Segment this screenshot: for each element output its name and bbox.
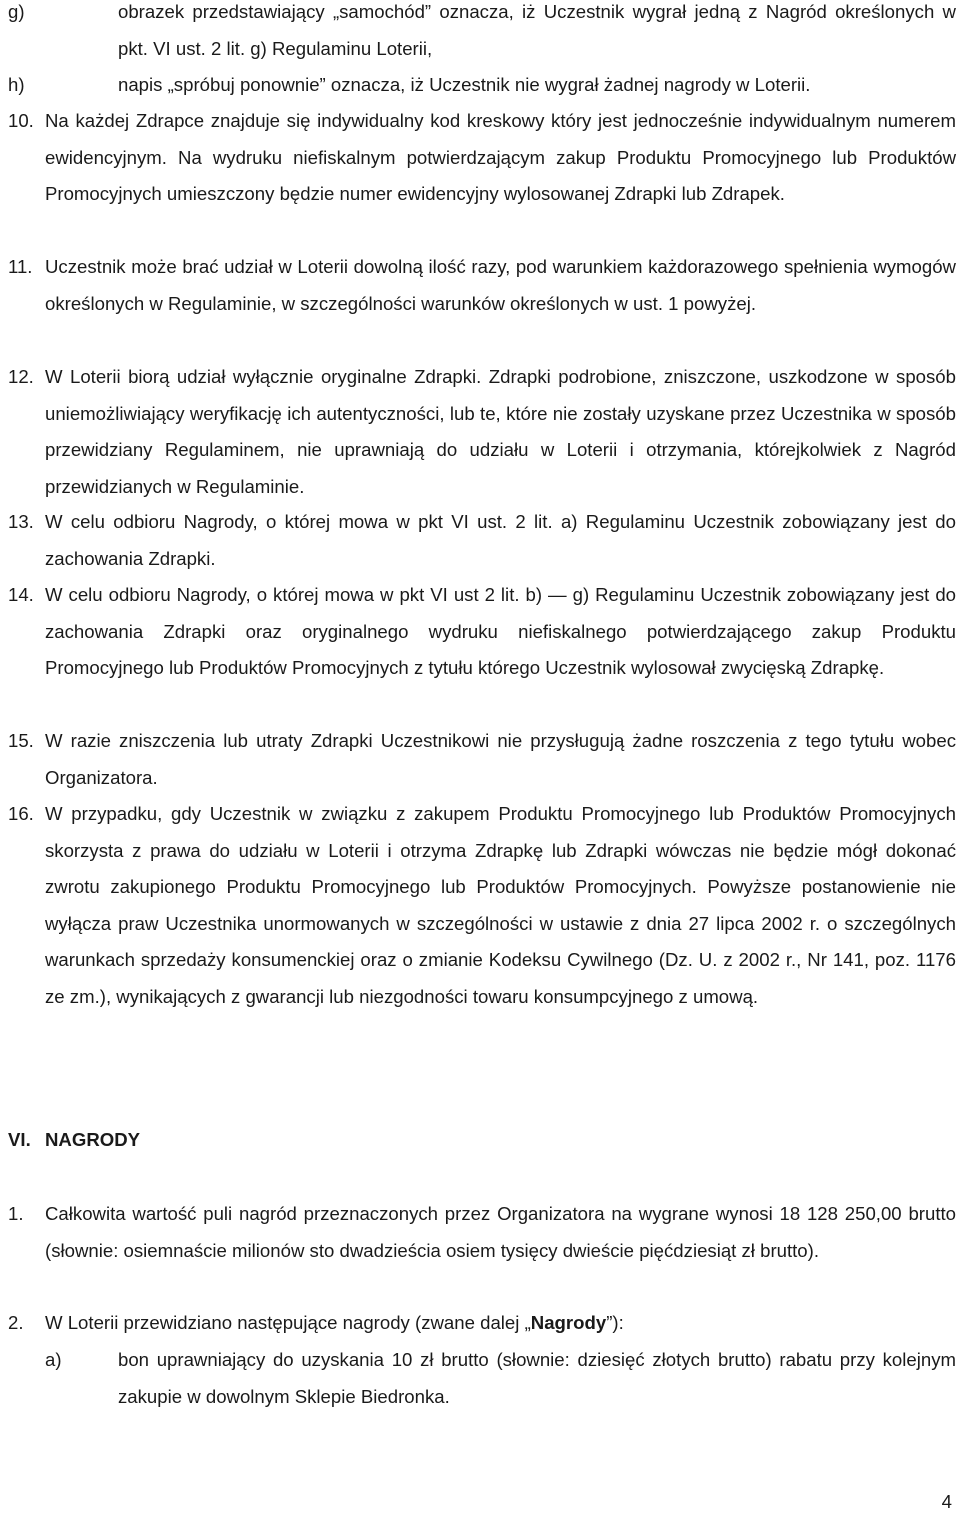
item-number: 1. <box>8 1203 24 1224</box>
item-text-before: W Loterii przewidziano następujące nagrody (zwane dalej „ <box>45 1312 531 1333</box>
item-text: W celu odbioru Nagrody, o której mowa w pkt VI ust 2 lit. b) — g) Regulaminu Uczestnik zobowiązany jest do zachowania Zdrapki oraz oryginalnego wydruku niefiskalnego potwierdzającego zakup Produktu Promocyjnego lub Produktów Promocyjnych z tytułu którego Uczestnik wylosował zwycięską Zdrapkę. <box>45 584 956 679</box>
item-number: 13. <box>8 511 34 532</box>
item-number: g) <box>8 1 25 22</box>
item-text <box>45 1305 956 1342</box>
item-text: obrazek przedstawiający „samochód” oznacza, iż Uczestnik wygrał jedną z Nagród określonych w pkt. VI ust. 2 lit. g) Regulaminu Loterii, <box>118 1 956 59</box>
section-title: NAGRODY <box>45 1129 141 1150</box>
item-text: Na każdej Zdrapce znajduje się indywidualny kod kreskowy który jest jednocześnie indywidualnym numerem ewidencyjnym. Na wydruku niefiskalnym potwierdzającym zakup Produktu Promocyjnego lub Produktów Promocyjnych umieszczony będzie numer ewidencyjny wylosowanej Zdrapki lub Zdrapek. <box>45 110 956 205</box>
item-text: W przypadku, gdy Uczestnik w związku z zakupem Produktu Promocyjnego lub Produktów Promocyjnych skorzysta z prawa do udziału w Loterii i otrzyma Zdrapkę lub Zdrapki wówczas nie będzie mógł dokonać zwrotu zakupionego Produktu Promocyjnego lub Produktów Promocyjnych. Powyższe postanowienie nie wyłącza praw Uczestnika unormowanych w szczególności w ustawie z dnia 27 lipca 2002 r. o szczególnych warunkach sprzedaży konsumenckiej oraz o zmianie Kodeksu Cywilnego (Dz. U. z 2002 r., Nr 141, poz. 1176 ze zm.), wynikających z gwarancji lub niezgodności towaru konsumpcyjnego z umową. <box>45 803 956 1007</box>
item-text: W celu odbioru Nagrody, o której mowa w pkt VI ust. 2 lit. a) Regulaminu Uczestnik zobowiązany jest do zachowania Zdrapki. <box>45 511 956 569</box>
section-heading <box>8 1125 140 1155</box>
item-text-after: ”): <box>606 1312 624 1333</box>
item-number: h) <box>8 74 25 95</box>
list-item-12 <box>0 359 960 505</box>
item-text: W Loterii biorą udział wyłącznie oryginalne Zdrapki. Zdrapki podrobione, zniszczone, uszkodzone w sposób uniemożliwiający weryfikację ich autentyczności, lub te, które nie zostały uzyskane przez Uczestnika w sposób przewidziany Regulaminem, nie uprawniają do udziału w Loterii i otrzymania, którejkolwiek z Nagród przewidzianych w Regulaminie. <box>45 366 956 497</box>
list-item-10 <box>0 103 960 213</box>
item-text: Całkowita wartość puli nagród przeznaczonych przez Organizatora na wygrane wynosi 18 128 250,00 brutto (słownie: osiemnaście milionów sto dwadzieścia osiem tysięcy dwieście pięćdziesiąt zł brutto). <box>45 1203 956 1261</box>
item-text: bon uprawniający do uzyskania 10 zł brutto (słownie: dziesięć złotych brutto) rabatu przy kolejnym zakupie w dowolnym Sklepie Biedronka. <box>118 1349 956 1407</box>
list-item-13 <box>0 504 960 577</box>
prize-subitem-a <box>0 1342 960 1415</box>
item-text: W razie zniszczenia lub utraty Zdrapki Uczestnikowi nie przysługują żadne roszczenia z tego tytułu wobec Organizatora. <box>45 730 956 788</box>
list-item-h <box>0 67 960 104</box>
item-number: 10. <box>8 110 34 131</box>
item-text: Uczestnik może brać udział w Loterii dowolną ilość razy, pod warunkiem każdorazowego spełnienia wymogów określonych w Regulaminie, w szczególności warunków określonych w ust. 1 powyżej. <box>45 256 956 314</box>
prize-item-2 <box>0 1305 960 1342</box>
defined-term: Nagrody <box>530 1312 607 1333</box>
section-number: VI. <box>8 1129 31 1150</box>
item-text: napis „spróbuj ponownie” oznacza, iż Uczestnik nie wygrał żadnej nagrody w Loterii. <box>118 74 811 95</box>
item-number: 11. <box>8 256 33 277</box>
item-number: 16. <box>8 803 34 824</box>
list-item-16 <box>0 796 960 1016</box>
prize-item-1 <box>0 1196 960 1269</box>
item-number: 15. <box>8 730 34 751</box>
list-item-g <box>0 0 960 67</box>
list-item-15 <box>0 723 960 796</box>
list-item-14 <box>0 577 960 687</box>
page-number: 4 <box>941 1491 952 1512</box>
item-number: a) <box>45 1349 62 1370</box>
item-number: 2. <box>8 1312 24 1333</box>
item-number: 12. <box>8 366 34 387</box>
item-number: 14. <box>8 584 34 605</box>
list-item-11 <box>0 249 960 322</box>
